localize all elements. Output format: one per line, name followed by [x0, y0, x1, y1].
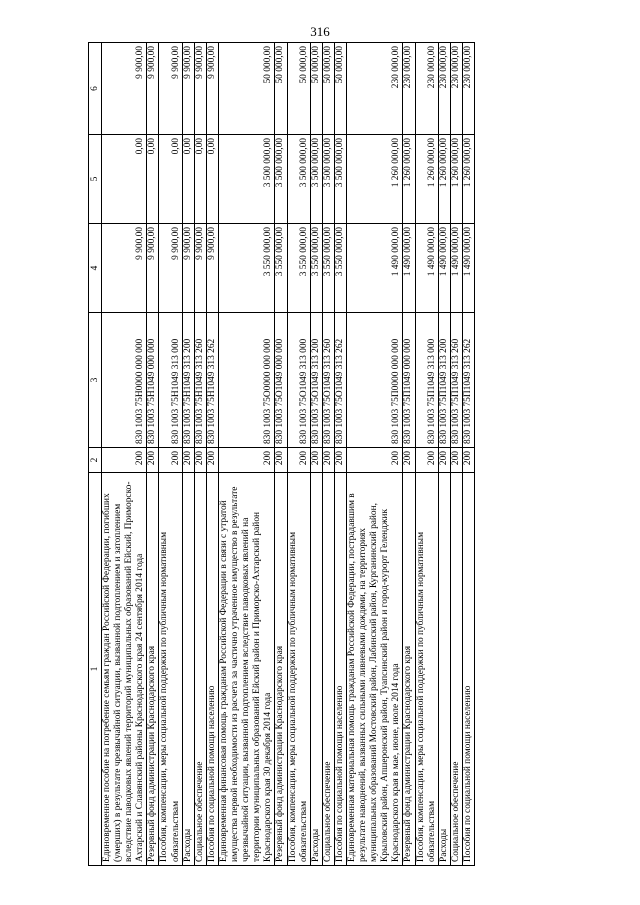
table-row [287, 43, 310, 866]
row-kbk-cell: 830 1003 75О1049 313 262 [334, 313, 346, 448]
table-row [346, 43, 402, 866]
row-value-col6-cell: 9 900,00 [182, 43, 194, 135]
table-row [462, 43, 474, 866]
row-code-cell: 200 [403, 448, 415, 473]
row-value-col6-cell: 50 000,00 [310, 43, 322, 135]
header-cell: 5 [89, 135, 102, 224]
row-value-col5-cell: 0,00 [159, 135, 182, 224]
row-name-cell: Пособия, компенсации, меры социальной поддержки по публичным нормативным обязательствам [415, 473, 438, 866]
row-code-cell: 200 [450, 448, 462, 473]
row-name-cell: Резервный фонд администрации Краснодарского края [275, 473, 287, 866]
row-value-col4-cell: 1 490 000,00 [346, 224, 402, 313]
row-name-cell: Пособия, компенсации, меры социальной поддержки по публичным нормативным обязательствам [287, 473, 310, 866]
row-value-col5-cell: 3 500 000,00 [334, 135, 346, 224]
row-kbk-cell: 830 1003 75П1049 313 000 [415, 313, 438, 448]
row-value-col4-cell: 1 490 000,00 [415, 224, 438, 313]
row-code-cell: 200 [218, 448, 274, 473]
row-name-cell: Пособия по социальной помощи населению [334, 473, 346, 866]
table-row [310, 43, 322, 866]
header-cell: 6 [89, 43, 102, 135]
row-name-cell: Расходы [182, 473, 194, 866]
row-kbk-cell: 830 1003 75Н1049 313 260 [194, 313, 206, 448]
row-value-col6-cell: 9 900,00 [147, 43, 159, 135]
row-value-col6-cell: 50 000,00 [322, 43, 334, 135]
row-name-cell: Единовременная материальная помощь гражданам Российской Федерации, пострадавшим в результате наводнений, вызванных сильными ливневыми дождями, на территориях муниципальных образований Мостовский район, Лабинский район, Курганинский район, Крыловский район, Апшеронский район, Туапсинский район и город-курорт Геленджик Краснодарского края в мае, июне, июле 2014 года [346, 473, 402, 866]
row-name-cell: Единовременное пособие на погребение семьям граждан Российской Федерации, погибших (умерших) в результате чрезвычайной ситуации, вызванной подтоплением и затоплением вследствие паводковых явлений территорий муниципальных образований Ейский, Приморско-Ахтарский и Славянский районы Краснодарского края 24 сентября 2014 года [102, 473, 147, 866]
row-value-col5-cell: 1 260 000,00 [346, 135, 402, 224]
row-value-col4-cell: 9 900,00 [102, 224, 147, 313]
row-value-col6-cell: 230 000,00 [403, 43, 415, 135]
row-name-cell: Пособия по социальной помощи населению [206, 473, 218, 866]
row-value-col5-cell: 0,00 [182, 135, 194, 224]
row-value-col4-cell: 9 900,00 [182, 224, 194, 313]
row-code-cell: 200 [159, 448, 182, 473]
row-value-col5-cell: 0,00 [206, 135, 218, 224]
row-value-col4-cell: 9 900,00 [206, 224, 218, 313]
row-code-cell: 200 [182, 448, 194, 473]
row-kbk-cell: 830 1003 75О1049 313 200 [310, 313, 322, 448]
row-kbk-cell: 830 1003 75О1049 313 260 [322, 313, 334, 448]
rotated-table-container [88, 43, 608, 866]
row-kbk-cell: 830 1003 75Н0000 000 000 [102, 313, 147, 448]
row-value-col5-cell: 3 500 000,00 [287, 135, 310, 224]
row-value-col6-cell: 50 000,00 [334, 43, 346, 135]
row-name-cell: Расходы [310, 473, 322, 866]
row-value-col4-cell: 3 550 000,00 [322, 224, 334, 313]
row-value-col4-cell: 3 550 000,00 [310, 224, 322, 313]
row-value-col4-cell: 3 550 000,00 [218, 224, 274, 313]
table-row [275, 43, 287, 866]
row-value-col6-cell: 50 000,00 [275, 43, 287, 135]
row-kbk-cell: 830 1003 75П1049 313 260 [450, 313, 462, 448]
table-row [334, 43, 346, 866]
row-name-cell: Резервный фонд администрации Краснодарского края [147, 473, 159, 866]
row-code-cell: 200 [462, 448, 474, 473]
row-value-col6-cell: 9 900,00 [194, 43, 206, 135]
row-value-col5-cell: 1 260 000,00 [415, 135, 438, 224]
budget-table [88, 42, 475, 866]
row-name-cell: Пособия, компенсации, меры социальной поддержки по публичным нормативным обязательствам [159, 473, 182, 866]
row-value-col4-cell: 9 900,00 [194, 224, 206, 313]
row-value-col4-cell: 9 900,00 [147, 224, 159, 313]
row-code-cell: 200 [275, 448, 287, 473]
table-row [438, 43, 450, 866]
row-code-cell: 200 [322, 448, 334, 473]
row-kbk-cell: 830 1003 75Н1049 313 200 [182, 313, 194, 448]
table-row [194, 43, 206, 866]
row-kbk-cell: 830 1003 75О1049 313 000 [287, 313, 310, 448]
row-name-cell: Резервный фонд администрации Краснодарского края [403, 473, 415, 866]
row-value-col4-cell: 9 900,00 [159, 224, 182, 313]
page-number: 316 [310, 24, 330, 39]
row-kbk-cell: 830 1003 75О1049 000 000 [275, 313, 287, 448]
row-name-cell: Социальное обеспечение [322, 473, 334, 866]
row-value-col5-cell: 1 260 000,00 [462, 135, 474, 224]
row-kbk-cell: 830 1003 75О0000 000 000 [218, 313, 274, 448]
row-code-cell: 200 [346, 448, 402, 473]
row-value-col6-cell: 9 900,00 [206, 43, 218, 135]
row-name-cell: Социальное обеспечение [450, 473, 462, 866]
row-code-cell: 200 [206, 448, 218, 473]
row-kbk-cell: 830 1003 75Н1049 313 000 [159, 313, 182, 448]
row-value-col4-cell: 3 550 000,00 [287, 224, 310, 313]
row-code-cell: 200 [334, 448, 346, 473]
row-value-col6-cell: 9 900,00 [159, 43, 182, 135]
row-value-col6-cell: 230 000,00 [346, 43, 402, 135]
row-value-col5-cell: 1 260 000,00 [403, 135, 415, 224]
table-row [102, 43, 147, 866]
table-row [159, 43, 182, 866]
header-row [89, 43, 102, 866]
row-kbk-cell: 830 1003 75П1049 313 262 [462, 313, 474, 448]
table-row [415, 43, 438, 866]
table-row [403, 43, 415, 866]
row-value-col4-cell: 1 490 000,00 [450, 224, 462, 313]
row-kbk-cell: 830 1003 75П0000 000 000 [346, 313, 402, 448]
row-value-col5-cell: 3 500 000,00 [218, 135, 274, 224]
row-code-cell: 200 [310, 448, 322, 473]
row-value-col4-cell: 1 490 000,00 [403, 224, 415, 313]
row-value-col6-cell: 230 000,00 [450, 43, 462, 135]
row-value-col5-cell: 0,00 [102, 135, 147, 224]
row-code-cell: 200 [194, 448, 206, 473]
row-value-col4-cell: 3 550 000,00 [275, 224, 287, 313]
row-kbk-cell: 830 1003 75Н1049 000 000 [147, 313, 159, 448]
row-value-col4-cell: 1 490 000,00 [438, 224, 450, 313]
row-code-cell: 200 [287, 448, 310, 473]
row-name-cell: Социальное обеспечение [194, 473, 206, 866]
table-row [322, 43, 334, 866]
header-cell: 1 [89, 473, 102, 866]
row-value-col5-cell: 1 260 000,00 [438, 135, 450, 224]
header-cell: 3 [89, 313, 102, 448]
table-row [147, 43, 159, 866]
table-row [218, 43, 274, 866]
row-value-col5-cell: 3 500 000,00 [310, 135, 322, 224]
header-cell: 2 [89, 448, 102, 473]
row-value-col6-cell: 230 000,00 [438, 43, 450, 135]
row-value-col4-cell: 3 550 000,00 [334, 224, 346, 313]
row-value-col6-cell: 230 000,00 [415, 43, 438, 135]
row-value-col4-cell: 1 490 000,00 [462, 224, 474, 313]
row-name-cell: Пособия по социальной помощи населению [462, 473, 474, 866]
row-value-col6-cell: 230 000,00 [462, 43, 474, 135]
row-code-cell: 200 [438, 448, 450, 473]
row-kbk-cell: 830 1003 75Н1049 313 262 [206, 313, 218, 448]
row-code-cell: 200 [415, 448, 438, 473]
row-value-col6-cell: 50 000,00 [287, 43, 310, 135]
row-name-cell: Расходы [438, 473, 450, 866]
row-name-cell: Единовременная финансовая помощь гражданам Российской Федерации в связи с утратой имущества первой необходимости из расчета за частично утраченное имущество в результате чрезвычайной ситуации, вызванной подтоплением вследствие паводковых явлений на территории муниципальных образований Ейский район и Приморско-Ахтарский район Краснодарского края 30 декабря 2014 года [218, 473, 274, 866]
row-kbk-cell: 830 1003 75П1049 000 000 [403, 313, 415, 448]
row-value-col5-cell: 1 260 000,00 [450, 135, 462, 224]
header-cell: 4 [89, 224, 102, 313]
row-code-cell: 200 [147, 448, 159, 473]
row-value-col5-cell: 3 500 000,00 [275, 135, 287, 224]
row-value-col5-cell: 0,00 [194, 135, 206, 224]
table-row [206, 43, 218, 866]
table-row [450, 43, 462, 866]
row-value-col6-cell: 9 900,00 [102, 43, 147, 135]
row-value-col5-cell: 0,00 [147, 135, 159, 224]
row-code-cell: 200 [102, 448, 147, 473]
row-value-col5-cell: 3 500 000,00 [322, 135, 334, 224]
table-row [182, 43, 194, 866]
row-kbk-cell: 830 1003 75П1049 313 200 [438, 313, 450, 448]
row-value-col6-cell: 50 000,00 [218, 43, 274, 135]
